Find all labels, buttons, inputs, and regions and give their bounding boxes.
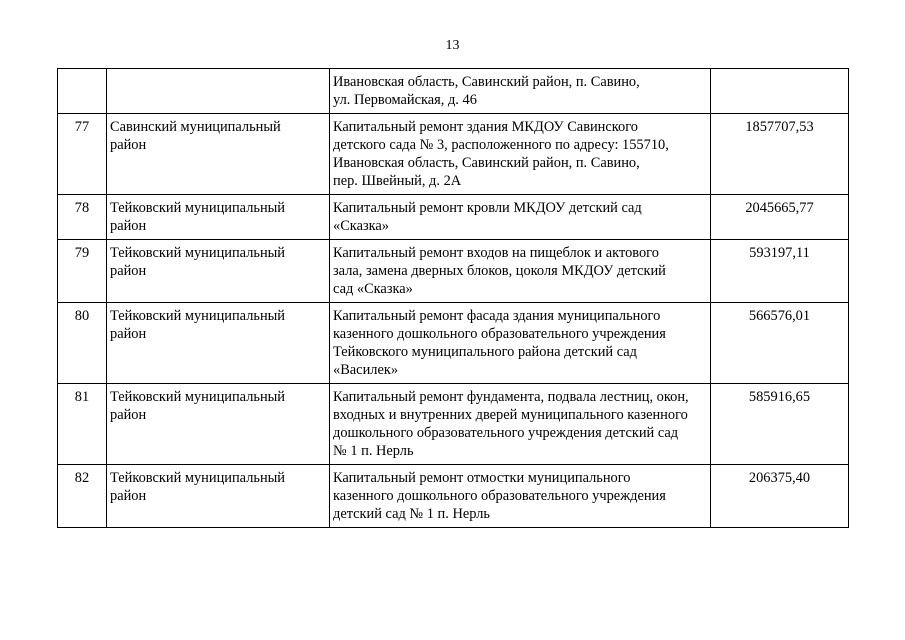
description-cell	[330, 240, 711, 303]
description-cell	[330, 195, 711, 240]
description-line: Капитальный ремонт фасада здания муниципального	[333, 308, 661, 324]
table-row	[58, 69, 849, 114]
description-line: Ивановская область, Савинский район, п. Савино,	[333, 155, 640, 171]
description-line: Ивановская область, Савинский район, п. Савино,	[333, 74, 640, 90]
amount-cell: 2045665,77	[711, 195, 849, 240]
district-line: Тейковский муниципальный	[110, 389, 286, 405]
description-line: казенного дошкольного образовательного учреждения	[333, 488, 666, 504]
district-line: район	[110, 137, 147, 153]
description-cell	[330, 114, 711, 195]
district-line: район	[110, 488, 147, 504]
description-line: дошкольного образовательного учреждения детский сад	[333, 425, 679, 441]
table-row	[58, 303, 849, 384]
amount-cell: 1857707,53	[711, 114, 849, 195]
description-line: входных и внутренних дверей муниципального казенного	[333, 407, 688, 423]
description-line: Капитальный ремонт фундамента, подвала лестниц, окон,	[333, 389, 689, 405]
row-number: 78	[58, 195, 107, 240]
district-line: район	[110, 326, 147, 342]
row-number: 81	[58, 384, 107, 465]
description-line: детский сад № 1 п. Нерль	[333, 506, 490, 522]
district-line: Тейковский муниципальный	[110, 308, 286, 324]
description-line: казенного дошкольного образовательного учреждения	[333, 326, 666, 342]
description-cell	[330, 69, 711, 114]
description-line: «Василек»	[333, 362, 399, 378]
page-number: 13	[445, 38, 460, 53]
district-cell	[107, 240, 330, 303]
object-table	[57, 68, 849, 528]
description-cell	[330, 465, 711, 528]
table-row	[58, 384, 849, 465]
amount-cell	[711, 69, 849, 114]
description-line: детского сада № 3, расположенного по адресу: 155710,	[333, 137, 669, 153]
row-number	[58, 69, 107, 114]
description-line: № 1 п. Нерль	[333, 443, 414, 459]
district-line: район	[110, 263, 147, 279]
district-line: район	[110, 407, 147, 423]
table-row	[58, 114, 849, 195]
description-line: пер. Швейный, д. 2А	[333, 173, 462, 189]
description-line: Тейковского муниципального района детский сад	[333, 344, 637, 360]
row-number: 80	[58, 303, 107, 384]
description-cell	[330, 384, 711, 465]
district-cell	[107, 69, 330, 114]
district-line: Тейковский муниципальный	[110, 245, 286, 261]
amount-cell: 206375,40	[711, 465, 849, 528]
row-number: 79	[58, 240, 107, 303]
description-line: Капитальный ремонт входов на пищеблок и актового	[333, 245, 659, 261]
description-line: Капитальный ремонт кровли МКДОУ детский сад	[333, 200, 642, 216]
table-row	[58, 195, 849, 240]
row-number: 82	[58, 465, 107, 528]
district-line: Тейковский муниципальный	[110, 200, 286, 216]
description-line: «Сказка»	[333, 218, 389, 234]
district-line: Тейковский муниципальный	[110, 470, 286, 486]
district-cell	[107, 384, 330, 465]
row-number: 77	[58, 114, 107, 195]
description-cell	[330, 303, 711, 384]
description-line: ул. Первомайская, д. 46	[333, 92, 477, 108]
district-cell	[107, 114, 330, 195]
description-line: сад «Сказка»	[333, 281, 413, 297]
description-line: зала, замена дверных блоков, цоколя МКДОУ детский	[333, 263, 666, 279]
district-cell	[107, 465, 330, 528]
amount-cell: 593197,11	[711, 240, 849, 303]
district-line: район	[110, 218, 147, 234]
amount-cell: 585916,65	[711, 384, 849, 465]
description-line: Капитальный ремонт отмостки муниципального	[333, 470, 631, 486]
table-body	[58, 69, 849, 528]
district-cell	[107, 195, 330, 240]
amount-cell: 566576,01	[711, 303, 849, 384]
description-line: Капитальный ремонт здания МКДОУ Савинского	[333, 119, 638, 135]
table-row	[58, 240, 849, 303]
district-line: Савинский муниципальный	[110, 119, 281, 135]
table-row	[58, 465, 849, 528]
district-cell	[107, 303, 330, 384]
